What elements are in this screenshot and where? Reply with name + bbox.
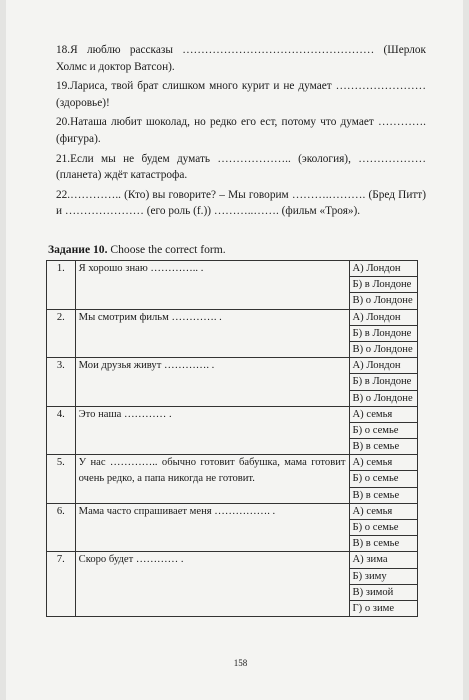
document-page [6, 0, 463, 700]
option: В) о Лондоне [349, 390, 417, 406]
option: Б) в Лондоне [349, 374, 417, 390]
table-row [47, 552, 418, 568]
row-number: 4. [47, 406, 76, 455]
row-number: 2. [47, 309, 76, 358]
row-number: 7. [47, 552, 76, 617]
option: Б) о семье [349, 471, 417, 487]
exercise-20: 20.Наташа любит шоколад, но редко его ест, потому что думает …………. (фигура). [56, 116, 426, 145]
page-number: 158 [233, 658, 248, 668]
option: В) зимой [349, 584, 417, 600]
row-question: Скоро будет ………… . [75, 552, 349, 617]
exercise-list [56, 42, 426, 223]
table-row [47, 406, 418, 422]
option: В) в семье [349, 536, 417, 552]
option: А) Лондон [349, 309, 417, 325]
option: А) семья [349, 503, 417, 519]
row-question: Мои друзья живут …………. . [75, 358, 349, 407]
table-row [47, 261, 418, 277]
exercise-22: 22.………….. (Кто) вы говорите? – Мы говорим ……….………. (Бред Питт) и ………………… (его роль (f.)) ………..……. (фильм «Троя»). [56, 188, 426, 218]
table-row [47, 358, 418, 374]
row-question: У нас ………….. обычно готовит бабушка, мама готовит очень редко, а папа никогда не готовит. [75, 455, 349, 504]
option: Б) зиму [349, 568, 417, 584]
row-question: Мы смотрим фильм …………. . [75, 309, 349, 358]
task-label: Задание 10. [48, 243, 108, 256]
option: В) в семье [349, 439, 417, 455]
option: А) Лондон [349, 261, 417, 277]
option: В) о Лондоне [349, 293, 417, 309]
option: Б) о семье [349, 422, 417, 438]
task-instruction: Choose the correct form. [110, 243, 226, 256]
option: А) Лондон [349, 358, 417, 374]
table-row [47, 309, 418, 325]
exercise-18: 18.Я люблю рассказы …………………………………………… (Шерлок Холмс и доктор Ватсон). [56, 44, 426, 73]
row-number: 1. [47, 261, 76, 310]
row-number: 3. [47, 358, 76, 407]
table-row [47, 503, 418, 519]
table-row [47, 455, 418, 471]
option: В) о Лондоне [349, 341, 417, 357]
exercise-19: 19.Лариса, твой брат слишком много курит и не думает …………………… (здоровье)! [56, 80, 426, 109]
row-question: Это наша ………… . [75, 406, 349, 455]
exercise-21: 21.Если мы не будем думать ……………….. (экология), ……………… (планета) ждёт катастрофа. [56, 152, 426, 182]
option: Б) в Лондоне [349, 277, 417, 293]
task-heading [48, 243, 226, 256]
option: А) семья [349, 455, 417, 471]
option: В) в семье [349, 487, 417, 503]
row-number: 6. [47, 503, 76, 552]
option: Б) о семье [349, 520, 417, 536]
option: А) семья [349, 406, 417, 422]
row-number: 5. [47, 455, 76, 504]
row-question: Мама часто спрашивает меня ……………. . [75, 503, 349, 552]
option: Г) о зиме [349, 600, 417, 616]
row-question: Я хорошо знаю ………….. . [75, 261, 349, 310]
option: А) зима [349, 552, 417, 568]
choice-table [46, 260, 418, 617]
option: Б) в Лондоне [349, 325, 417, 341]
